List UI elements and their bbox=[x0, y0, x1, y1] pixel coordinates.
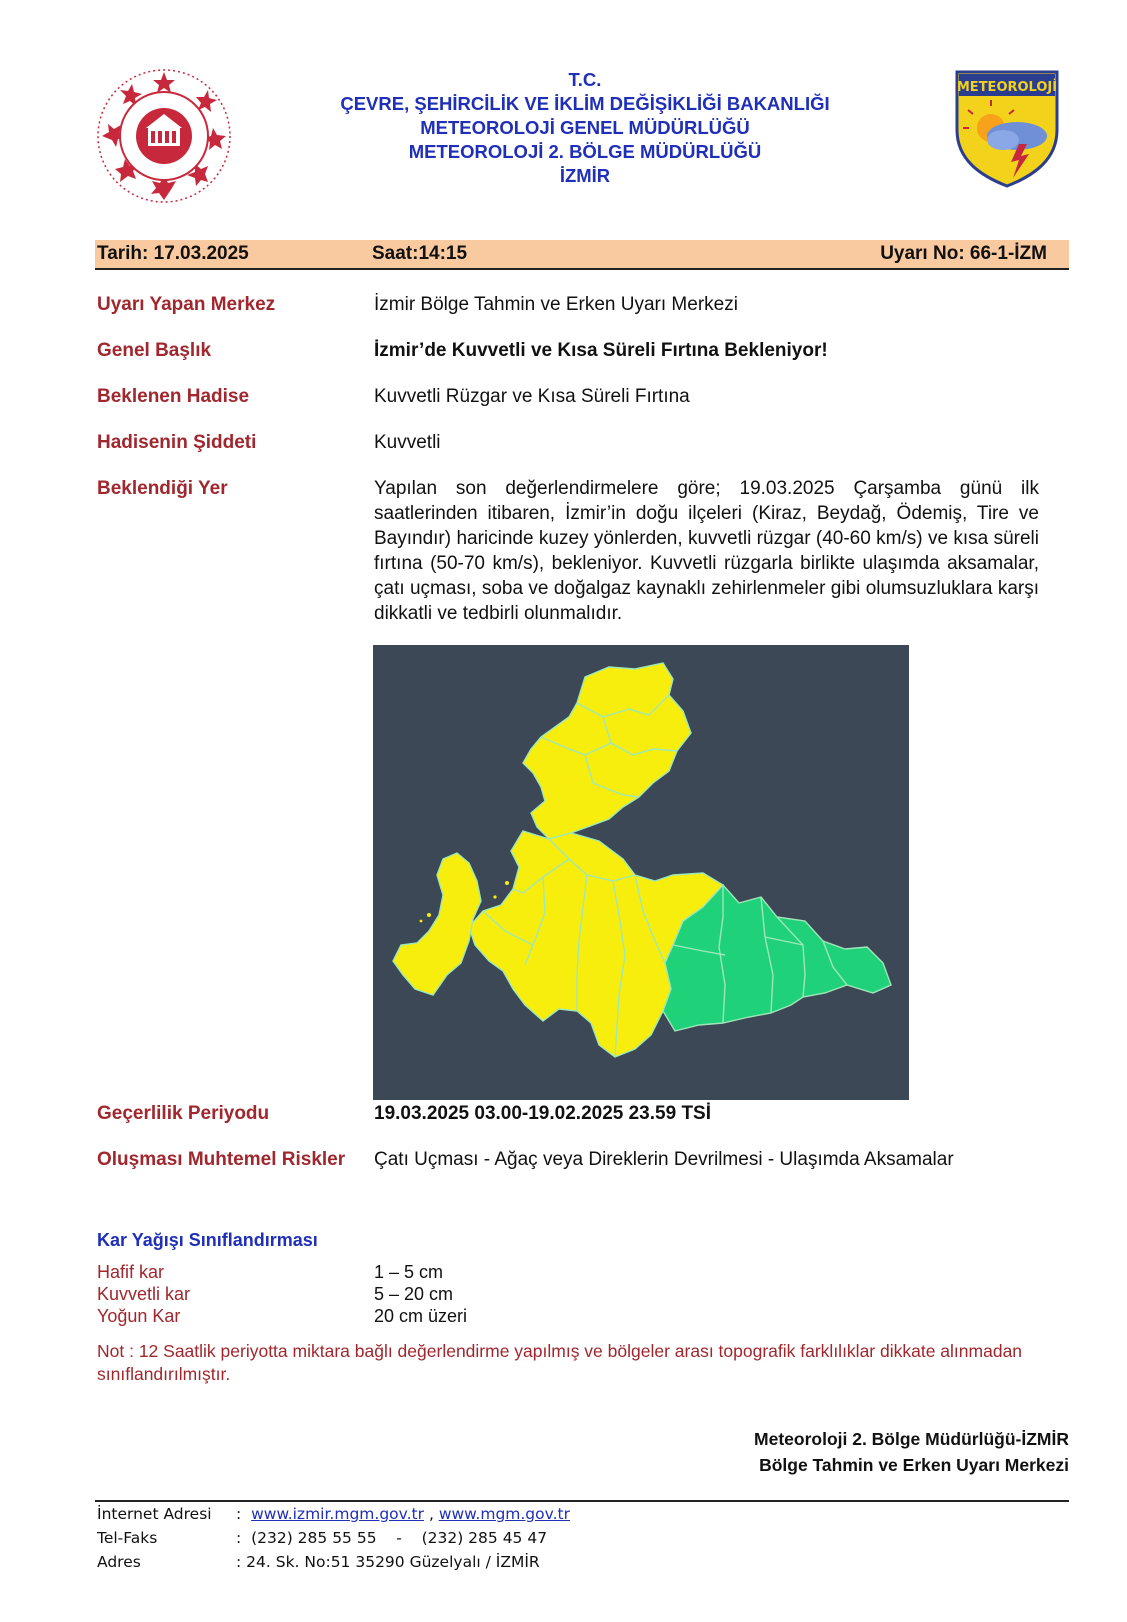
snow-row-value: 1 – 5 cm bbox=[374, 1262, 444, 1282]
warning-number: Uyarı No: 66-1-İZM bbox=[880, 243, 1047, 264]
snow-row-label: Hafif kar bbox=[97, 1262, 165, 1282]
header-line-tc: T.C. bbox=[568, 69, 602, 90]
header-line-city: İZMİR bbox=[559, 165, 611, 186]
header-block bbox=[250, 68, 920, 188]
logo-text: METEOROLOJİ bbox=[956, 80, 1058, 95]
event-label: Beklenen Hadise bbox=[97, 386, 250, 407]
footer-tel-value: : (232) 285 55 55 - (232) 285 45 47 bbox=[236, 1529, 548, 1547]
footer-web-label: İnternet Adresi bbox=[97, 1505, 212, 1523]
risks-label: Oluşması Muhtemel Riskler bbox=[97, 1149, 346, 1170]
header-line-directorate: METEOROLOJİ GENEL MÜDÜRLÜĞÜ bbox=[420, 117, 750, 138]
izmir-warning-map bbox=[373, 645, 909, 1100]
signature-line-1: Meteoroloji 2. Bölge Müdürlüğü-İZMİR bbox=[754, 1429, 1069, 1449]
snow-row-label: Kuvvetli kar bbox=[97, 1284, 191, 1304]
snow-note: Not : 12 Saatlik periyotta miktara bağlı değerlendirme yapılmış ve bölgeler arası topografik farklılıklar dikkate alınmadan sınıflandırılmıştır. bbox=[97, 1341, 1023, 1384]
footer-web-comma: , bbox=[428, 1505, 434, 1523]
snow-row-value: 5 – 20 cm bbox=[374, 1284, 454, 1304]
center-label: Uyarı Yapan Merkez bbox=[97, 294, 276, 315]
snow-classification-title: Kar Yağışı Sınıflandırması bbox=[97, 1230, 318, 1250]
warning-time: Saat:14:15 bbox=[372, 243, 468, 264]
warning-info-band bbox=[95, 240, 1069, 270]
risks-value: Çatı Uçması - Ağaç veya Direklerin Devrilmesi - Ulaşımda Aksamalar bbox=[374, 1149, 954, 1170]
location-description: Yapılan son değerlendirmelere göre; 19.03.2025 Çarşamba günü ilk saatlerinden itibaren, İzmir’in doğu ilçeleri (Kiraz, Beydağ, Ödemiş, Tire ve Bayındır) haricinde kuzey yönlerden, kuvvetli rüzgar (40-60 km/s) ve kısa süreli fırtına (50-70 km/s), bekleniyor. Kuvvetli rüzgarla birlikte ulaşımda aksamalar, çatı uçması, soba ve doğalgaz kaynaklı zehirlenmeler gibi olumsuzluklara karşı dikkatli ve tedbirli olunmalıdır. bbox=[374, 478, 1039, 624]
event-value: Kuvvetli Rüzgar ve Kısa Süreli Fırtına bbox=[374, 386, 690, 407]
title-value: İzmir’de Kuvvetli ve Kısa Süreli Fırtına Bekleniyor! bbox=[374, 340, 828, 361]
ministry-seal-logo bbox=[96, 68, 232, 204]
header-line-ministry: ÇEVRE, ŞEHİRCİLİK VE İKLİM DEĞİŞİKLİĞİ BAKANLIĞI bbox=[340, 93, 830, 114]
validity-value: 19.03.2025 03.00-19.02.2025 23.59 TSİ bbox=[374, 1103, 711, 1124]
website-link-mgm[interactable]: www.mgm.gov.tr bbox=[438, 1505, 570, 1523]
severity-label: Hadisenin Şiddeti bbox=[97, 432, 257, 453]
title-label: Genel Başlık bbox=[97, 340, 212, 361]
warning-date: Tarih: 17.03.2025 bbox=[97, 243, 249, 264]
meteoroloji-shield-logo bbox=[953, 70, 1061, 188]
footer-address-value: : 24. Sk. No:51 35290 Güzelyalı / İZMİR bbox=[236, 1553, 540, 1571]
footer-divider bbox=[95, 1500, 1069, 1502]
snow-row-label: Yoğun Kar bbox=[97, 1306, 181, 1326]
header-line-regional: METEOROLOJİ 2. BÖLGE MÜDÜRLÜĞÜ bbox=[408, 141, 762, 162]
footer-address-label: Adres bbox=[97, 1553, 141, 1571]
validity-label: Geçerlilik Periyodu bbox=[97, 1103, 270, 1124]
website-link-izmir[interactable]: www.izmir.mgm.gov.tr bbox=[251, 1505, 424, 1523]
signature-line-2: Bölge Tahmin ve Erken Uyarı Merkezi bbox=[759, 1455, 1069, 1475]
snow-row-value: 20 cm üzeri bbox=[374, 1306, 468, 1326]
center-value: İzmir Bölge Tahmin ve Erken Uyarı Merkezi bbox=[374, 294, 738, 315]
location-label: Beklendiği Yer bbox=[97, 478, 228, 499]
severity-value: Kuvvetli bbox=[374, 432, 441, 453]
footer-tel-label: Tel-Faks bbox=[97, 1529, 158, 1547]
footer-web-sep: : bbox=[236, 1505, 242, 1523]
footer-web-links bbox=[236, 1505, 570, 1523]
